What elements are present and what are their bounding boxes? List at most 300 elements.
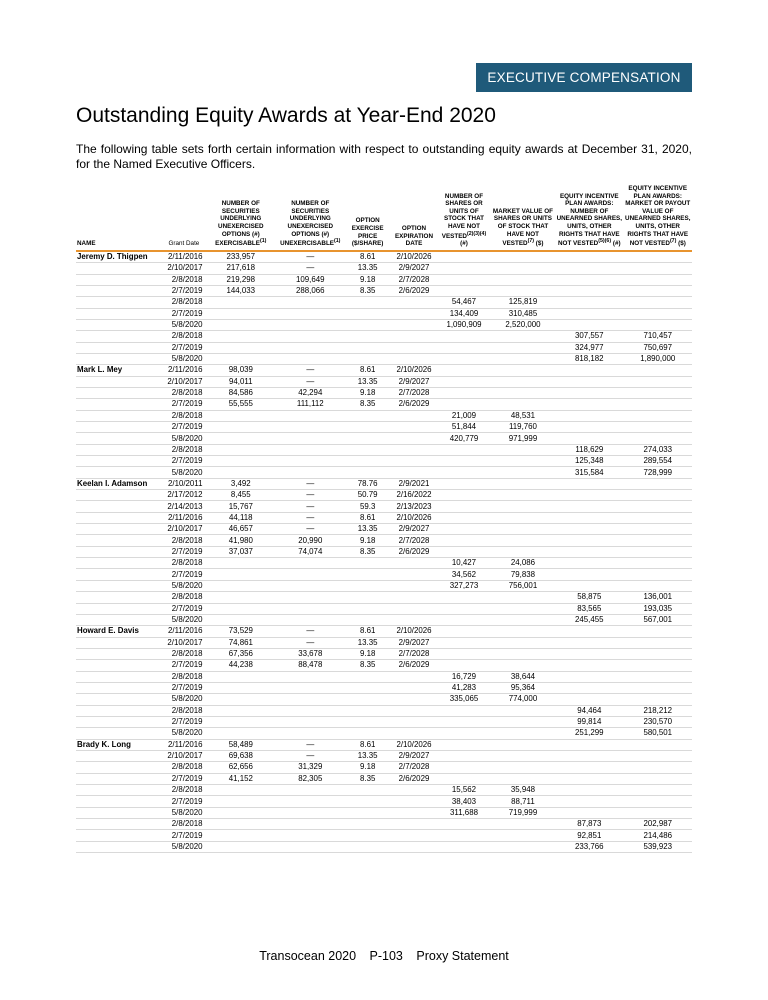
table-cell <box>491 750 555 761</box>
table-row <box>76 353 692 364</box>
table-row <box>76 365 692 376</box>
table-cell: 87,873 <box>555 819 623 830</box>
table-row <box>76 785 692 796</box>
table-cell <box>391 558 437 569</box>
table-cell <box>555 796 623 807</box>
table-cell <box>437 660 491 671</box>
table-cell <box>437 399 491 410</box>
table-cell <box>555 558 623 569</box>
table-cell <box>555 285 623 296</box>
table-cell: 2/10/2026 <box>391 626 437 637</box>
table-cell: 8.35 <box>345 773 391 784</box>
executive-name-cell <box>76 558 162 569</box>
table-cell: 48,531 <box>491 410 555 421</box>
table-cell <box>624 671 693 682</box>
table-cell <box>491 456 555 467</box>
table-row <box>76 410 692 421</box>
table-cell <box>391 342 437 353</box>
column-header: OPTION EXPIRATION DATE <box>394 225 433 248</box>
table-cell: — <box>276 251 344 263</box>
table-cell: 8.35 <box>345 285 391 296</box>
table-cell <box>555 535 623 546</box>
table-cell <box>276 785 344 796</box>
table-cell <box>491 762 555 773</box>
table-cell: 3,492 <box>206 478 277 489</box>
table-cell: 62,656 <box>206 762 277 773</box>
table-cell: 719,999 <box>491 807 555 818</box>
table-cell <box>491 399 555 410</box>
table-row <box>76 297 692 308</box>
table-row <box>76 626 692 637</box>
table-cell: 118,629 <box>555 444 623 455</box>
executive-name-cell <box>76 422 162 433</box>
table-row <box>76 705 692 716</box>
table-cell <box>206 728 277 739</box>
table-cell <box>491 603 555 614</box>
table-row <box>76 569 692 580</box>
executive-name-cell <box>76 841 162 852</box>
table-cell <box>437 841 491 852</box>
table-cell <box>437 739 491 750</box>
table-cell: 274,033 <box>624 444 693 455</box>
executive-name-cell <box>76 308 162 319</box>
grant-date-cell: 2/8/2018 <box>162 297 205 308</box>
table-row <box>76 671 692 682</box>
table-cell <box>391 728 437 739</box>
table-cell <box>276 603 344 614</box>
footer-document: Proxy Statement <box>416 949 509 963</box>
grant-date-cell: 2/8/2018 <box>162 705 205 716</box>
table-cell <box>555 762 623 773</box>
table-body <box>76 251 692 853</box>
table-cell <box>555 399 623 410</box>
column-header: NAME <box>77 240 96 248</box>
table-cell: 2/10/2026 <box>391 739 437 750</box>
table-cell <box>206 569 277 580</box>
table-row <box>76 750 692 761</box>
table-cell: 539,923 <box>624 841 693 852</box>
table-cell: 233,766 <box>555 841 623 852</box>
grant-date-cell: 2/10/2017 <box>162 263 205 274</box>
table-cell: 580,501 <box>624 728 693 739</box>
table-cell <box>437 456 491 467</box>
grant-date-cell: 2/10/2011 <box>162 478 205 489</box>
table-cell <box>391 580 437 591</box>
table-cell <box>391 569 437 580</box>
table-cell: 327,273 <box>437 580 491 591</box>
table-cell <box>491 705 555 716</box>
table-cell <box>624 285 693 296</box>
table-cell <box>491 331 555 342</box>
table-cell <box>276 569 344 580</box>
table-cell <box>437 762 491 773</box>
table-cell <box>624 580 693 591</box>
table-cell: 119,760 <box>491 422 555 433</box>
table-cell <box>555 750 623 761</box>
table-cell <box>437 251 491 263</box>
executive-name-cell <box>76 285 162 296</box>
table-cell: 94,011 <box>206 376 277 387</box>
table-cell <box>391 467 437 478</box>
table-cell <box>555 807 623 818</box>
executive-name-cell <box>76 614 162 625</box>
table-cell <box>206 807 277 818</box>
executive-name-cell <box>76 694 162 705</box>
executive-name-cell <box>76 671 162 682</box>
table-cell: 219,298 <box>206 274 277 285</box>
table-cell <box>491 353 555 364</box>
table-cell <box>276 694 344 705</box>
executive-name-cell <box>76 637 162 648</box>
table-row <box>76 716 692 727</box>
grant-date-cell: 2/8/2018 <box>162 274 205 285</box>
table-cell: 74,861 <box>206 637 277 648</box>
table-cell: 2/6/2029 <box>391 399 437 410</box>
table-cell: 2/9/2021 <box>391 478 437 489</box>
table-cell <box>437 830 491 841</box>
table-row <box>76 614 692 625</box>
table-cell <box>437 263 491 274</box>
table-cell: 98,039 <box>206 365 277 376</box>
table-cell <box>437 342 491 353</box>
table-cell <box>391 410 437 421</box>
table-cell <box>555 671 623 682</box>
grant-date-cell: 2/7/2019 <box>162 456 205 467</box>
table-cell <box>624 376 693 387</box>
table-row <box>76 422 692 433</box>
table-cell <box>624 785 693 796</box>
grant-date-cell: 2/7/2019 <box>162 546 205 557</box>
table-cell: 55,555 <box>206 399 277 410</box>
executive-name-cell <box>76 569 162 580</box>
table-cell <box>345 671 391 682</box>
table-cell <box>276 410 344 421</box>
executive-name-cell <box>76 728 162 739</box>
table-cell: 251,299 <box>555 728 623 739</box>
table-cell <box>345 410 391 421</box>
table-cell <box>345 569 391 580</box>
table-cell <box>437 331 491 342</box>
table-cell: 818,182 <box>555 353 623 364</box>
table-cell <box>391 716 437 727</box>
table-cell <box>206 785 277 796</box>
executive-name-cell <box>76 750 162 761</box>
table-cell: 8,455 <box>206 490 277 501</box>
table-cell <box>206 694 277 705</box>
table-cell <box>491 274 555 285</box>
table-cell <box>437 546 491 557</box>
table-cell <box>624 410 693 421</box>
table-cell: 9.18 <box>345 762 391 773</box>
table-cell <box>437 285 491 296</box>
table-cell <box>391 807 437 818</box>
table-cell: 2/7/2028 <box>391 274 437 285</box>
table-cell: 88,711 <box>491 796 555 807</box>
table-cell: 2/10/2026 <box>391 512 437 523</box>
table-row <box>76 274 692 285</box>
table-row <box>76 682 692 693</box>
table-cell: — <box>276 365 344 376</box>
table-row <box>76 558 692 569</box>
table-cell: 2,520,000 <box>491 319 555 330</box>
table-cell <box>624 773 693 784</box>
table-cell <box>276 716 344 727</box>
table-cell <box>345 353 391 364</box>
table-cell <box>624 546 693 557</box>
table-cell <box>437 376 491 387</box>
table-cell <box>345 807 391 818</box>
table-cell: 2/7/2028 <box>391 648 437 659</box>
executive-name-cell <box>76 467 162 478</box>
table-cell: 310,485 <box>491 308 555 319</box>
table-cell: 728,999 <box>624 467 693 478</box>
table-cell <box>491 490 555 501</box>
executive-name-cell <box>76 433 162 444</box>
table-cell <box>491 841 555 852</box>
table-cell <box>437 387 491 398</box>
table-cell <box>555 308 623 319</box>
table-cell: 2/10/2026 <box>391 251 437 263</box>
table-cell <box>391 592 437 603</box>
table-cell <box>624 422 693 433</box>
table-cell <box>276 456 344 467</box>
table-cell <box>555 524 623 535</box>
table-cell <box>345 819 391 830</box>
table-cell <box>206 705 277 716</box>
table-cell: 74,074 <box>276 546 344 557</box>
table-row <box>76 308 692 319</box>
table-cell: 9.18 <box>345 274 391 285</box>
table-cell <box>345 614 391 625</box>
table-cell <box>491 251 555 263</box>
table-cell <box>437 648 491 659</box>
column-header: NUMBER OF SECURITIES UNDERLYING UNEXERCISED OPTIONS (#) UNEXERCISABLE$^{(1)}$ <box>280 200 341 248</box>
table-cell: 34,562 <box>437 569 491 580</box>
table-cell: 2/9/2027 <box>391 263 437 274</box>
table-cell: 59.3 <box>345 501 391 512</box>
table-row <box>76 546 692 557</box>
section-banner: EXECUTIVE COMPENSATION <box>476 63 692 92</box>
table-cell <box>391 682 437 693</box>
grant-date-cell: 2/7/2019 <box>162 422 205 433</box>
table-cell: 8.61 <box>345 365 391 376</box>
table-cell <box>391 819 437 830</box>
grant-date-cell: 2/10/2017 <box>162 524 205 535</box>
table-cell <box>555 626 623 637</box>
table-cell <box>206 682 277 693</box>
table-cell <box>555 569 623 580</box>
table-cell: 41,980 <box>206 535 277 546</box>
table-cell <box>491 773 555 784</box>
table-row <box>76 433 692 444</box>
table-cell <box>491 660 555 671</box>
table-cell <box>276 807 344 818</box>
grant-date-cell: 5/8/2020 <box>162 807 205 818</box>
table-cell <box>624 490 693 501</box>
table-cell <box>276 342 344 353</box>
table-cell: 2/9/2027 <box>391 524 437 535</box>
table-row <box>76 478 692 489</box>
table-cell: — <box>276 376 344 387</box>
table-cell <box>345 796 391 807</box>
table-cell <box>437 274 491 285</box>
grant-date-cell: 2/17/2012 <box>162 490 205 501</box>
table-row <box>76 648 692 659</box>
table-cell <box>276 671 344 682</box>
table-row <box>76 467 692 478</box>
table-cell <box>206 410 277 421</box>
table-cell <box>391 433 437 444</box>
table-cell <box>391 353 437 364</box>
table-cell <box>491 716 555 727</box>
table-cell: 2/6/2029 <box>391 773 437 784</box>
table-cell: 750,697 <box>624 342 693 353</box>
table-cell <box>206 603 277 614</box>
grant-date-cell: 2/14/2013 <box>162 501 205 512</box>
table-cell <box>555 365 623 376</box>
table-cell <box>206 467 277 478</box>
table-cell <box>491 263 555 274</box>
table-cell: 8.35 <box>345 546 391 557</box>
grant-date-cell: 5/8/2020 <box>162 433 205 444</box>
table-row <box>76 728 692 739</box>
table-cell <box>276 705 344 716</box>
table-header-row <box>76 185 692 251</box>
table-cell <box>276 796 344 807</box>
table-cell <box>206 319 277 330</box>
table-cell: 324,977 <box>555 342 623 353</box>
table-cell: 2/7/2028 <box>391 535 437 546</box>
grant-date-cell: 2/8/2018 <box>162 785 205 796</box>
table-cell <box>555 490 623 501</box>
grant-date-cell: 5/8/2020 <box>162 841 205 852</box>
table-cell <box>624 263 693 274</box>
table-cell: 8.61 <box>345 739 391 750</box>
table-cell: 41,152 <box>206 773 277 784</box>
table-cell: 99,814 <box>555 716 623 727</box>
table-cell <box>206 342 277 353</box>
table-row <box>76 376 692 387</box>
executive-name-cell <box>76 456 162 467</box>
table-cell <box>437 603 491 614</box>
table-row <box>76 819 692 830</box>
table-cell: 193,035 <box>624 603 693 614</box>
table-cell <box>391 444 437 455</box>
table-cell <box>555 319 623 330</box>
table-row <box>76 501 692 512</box>
table-cell <box>345 308 391 319</box>
table-row <box>76 456 692 467</box>
table-cell: 144,033 <box>206 285 277 296</box>
table-cell: 2/16/2022 <box>391 490 437 501</box>
table-cell <box>555 422 623 433</box>
table-cell <box>624 807 693 818</box>
executive-name-cell <box>76 331 162 342</box>
table-cell <box>624 535 693 546</box>
table-cell: 971,999 <box>491 433 555 444</box>
table-cell <box>624 637 693 648</box>
table-cell <box>491 648 555 659</box>
grant-date-cell: 2/7/2019 <box>162 569 205 580</box>
table-cell: 20,990 <box>276 535 344 546</box>
table-cell <box>206 558 277 569</box>
table-row <box>76 444 692 455</box>
grant-date-cell: 2/8/2018 <box>162 387 205 398</box>
executive-name-cell <box>76 807 162 818</box>
executive-name-cell <box>76 490 162 501</box>
table-cell <box>437 728 491 739</box>
table-cell <box>491 285 555 296</box>
table-row <box>76 512 692 523</box>
grant-date-cell: 2/7/2019 <box>162 830 205 841</box>
grant-date-cell: 2/7/2019 <box>162 308 205 319</box>
table-cell <box>345 694 391 705</box>
executive-name-cell: Keelan I. Adamson <box>76 478 162 489</box>
table-cell: 315,584 <box>555 467 623 478</box>
table-row <box>76 603 692 614</box>
grant-date-cell: 2/11/2016 <box>162 626 205 637</box>
table-cell <box>437 490 491 501</box>
table-cell <box>624 569 693 580</box>
table-cell: 2/9/2027 <box>391 637 437 648</box>
table-cell: 69,638 <box>206 750 277 761</box>
executive-name-cell <box>76 274 162 285</box>
table-cell: 24,086 <box>491 558 555 569</box>
table-cell: 217,618 <box>206 263 277 274</box>
executive-name-cell <box>76 592 162 603</box>
table-cell: 214,486 <box>624 830 693 841</box>
table-cell: 9.18 <box>345 648 391 659</box>
table-cell <box>624 524 693 535</box>
column-header: OPTION EXERCISE PRICE ($/SHARE) <box>351 217 384 248</box>
table-cell <box>624 648 693 659</box>
table-cell <box>206 331 277 342</box>
table-cell <box>206 671 277 682</box>
grant-date-cell: 2/11/2016 <box>162 365 205 376</box>
table-cell <box>555 387 623 398</box>
table-cell <box>624 682 693 693</box>
table-cell: 2/6/2029 <box>391 285 437 296</box>
table-cell <box>437 819 491 830</box>
equity-awards-table <box>76 185 692 853</box>
table-cell: 311,688 <box>437 807 491 818</box>
table-cell <box>276 444 344 455</box>
table-cell: 13.35 <box>345 376 391 387</box>
table-cell <box>555 785 623 796</box>
table-cell <box>345 444 391 455</box>
table-cell <box>206 456 277 467</box>
table-cell <box>491 626 555 637</box>
table-cell: 8.35 <box>345 399 391 410</box>
table-cell: 710,457 <box>624 331 693 342</box>
table-row <box>76 263 692 274</box>
table-cell <box>624 694 693 705</box>
table-cell <box>491 444 555 455</box>
table-cell: 38,644 <box>491 671 555 682</box>
table-row <box>76 762 692 773</box>
table-cell <box>437 478 491 489</box>
executive-name-cell <box>76 297 162 308</box>
column-header: NUMBER OF SHARES OR UNITS OF STOCK THAT HAVE NOT $VESTED^{(2)(3)(4)}$ (#) <box>441 192 487 248</box>
table-cell: 79,838 <box>491 569 555 580</box>
table-cell <box>555 512 623 523</box>
table-cell <box>391 422 437 433</box>
table-cell <box>276 841 344 852</box>
table-cell <box>437 524 491 535</box>
table-row <box>76 739 692 750</box>
table-cell: 13.35 <box>345 524 391 535</box>
table-cell <box>345 331 391 342</box>
